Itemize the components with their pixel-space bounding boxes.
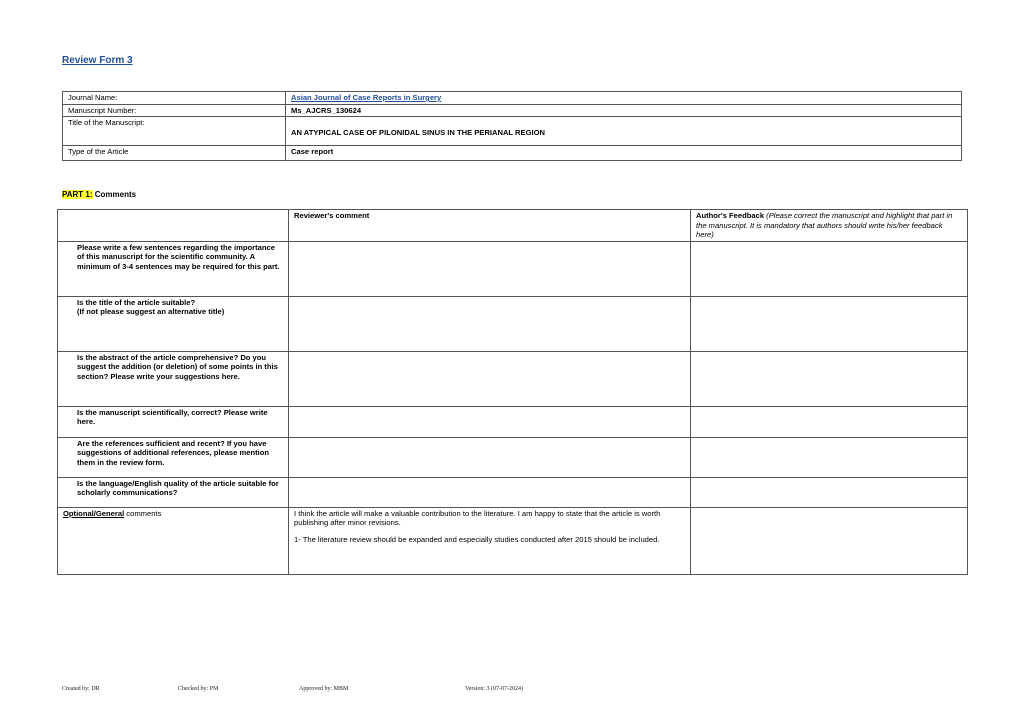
article-type-row bbox=[63, 146, 962, 161]
journal-name-link[interactable]: Asian Journal of Case Reports in Surgery bbox=[286, 92, 962, 105]
question-references: Are the references sufficient and recent? If you have suggestions of additional references, please mention them in the review form. bbox=[58, 437, 289, 477]
header-empty-cell bbox=[58, 210, 289, 242]
journal-name-label: Journal Name: bbox=[63, 92, 286, 105]
question-abstract: Is the abstract of the article comprehensive? Do you suggest the addition (or deletion) of some points in this section? Please write your suggestions here. bbox=[58, 351, 289, 406]
form-title: Review Form 3 bbox=[62, 55, 133, 66]
optional-general-label: Optional/General bbox=[63, 508, 125, 518]
reviewer-comment-header: Reviewer's comment bbox=[289, 210, 691, 242]
question-language: Is the language/English quality of the article suitable for scholarly communications? bbox=[58, 477, 289, 507]
optional-comments-row bbox=[58, 507, 968, 574]
author-feedback-cell[interactable] bbox=[691, 241, 968, 296]
author-feedback-cell[interactable] bbox=[691, 477, 968, 507]
author-feedback-instructions: (Please correct the manuscript and highlight that part in the manuscript. It is mandatory that authors should write his/her feedback here) bbox=[696, 211, 953, 239]
table-row bbox=[58, 437, 968, 477]
manuscript-number-row bbox=[63, 104, 962, 117]
author-feedback-header bbox=[691, 210, 968, 242]
comments-table bbox=[57, 209, 968, 575]
table-row bbox=[58, 477, 968, 507]
table-row bbox=[58, 296, 968, 351]
manuscript-info-table bbox=[62, 91, 962, 161]
manuscript-number-label: Manuscript Number: bbox=[63, 104, 286, 117]
author-feedback-cell[interactable] bbox=[691, 437, 968, 477]
question-scientific: Is the manuscript scientifically, correct? Please write here. bbox=[58, 406, 289, 437]
optional-comments-suffix: comments bbox=[124, 508, 162, 518]
author-feedback-cell[interactable] bbox=[691, 406, 968, 437]
reviewer-comment-cell[interactable] bbox=[289, 406, 691, 437]
optional-reviewer-comment[interactable] bbox=[289, 507, 691, 574]
footer-created-by: Created by: DR bbox=[62, 686, 100, 692]
author-feedback-cell[interactable] bbox=[691, 351, 968, 406]
author-feedback-title: Author's Feedback bbox=[696, 211, 765, 220]
article-type-label: Type of the Article bbox=[63, 146, 286, 161]
optional-comment-paragraph-1: I think the article will make a valuable contribution to the literature. I am happy to state that the article is worth publishing after minor revisions. bbox=[294, 508, 661, 527]
part1-heading bbox=[62, 190, 136, 199]
optional-comments-label bbox=[58, 507, 289, 574]
question-title-suitable: Is the title of the article suitable? (If not please suggest an alternative title) bbox=[58, 296, 289, 351]
journal-name-row bbox=[63, 92, 962, 105]
table-header-row bbox=[58, 210, 968, 242]
table-row bbox=[58, 241, 968, 296]
footer-version: Version: 3 (07-07-2024) bbox=[465, 686, 523, 692]
manuscript-number-value: Ms_AJCRS_130624 bbox=[286, 104, 962, 117]
part1-highlight: PART 1: bbox=[62, 190, 93, 199]
author-feedback-cell[interactable] bbox=[691, 507, 968, 574]
reviewer-comment-cell[interactable] bbox=[289, 296, 691, 351]
author-feedback-cell[interactable] bbox=[691, 296, 968, 351]
manuscript-title-label: Title of the Manuscript: bbox=[63, 117, 286, 146]
footer-checked-by: Checked by: PM bbox=[178, 686, 219, 692]
manuscript-title-row bbox=[63, 117, 962, 146]
question-importance: Please write a few sentences regarding the importance of this manuscript for the scientific community. A minimum of 3-4 sentences may be required for this part. bbox=[58, 241, 289, 296]
reviewer-comment-cell[interactable] bbox=[289, 351, 691, 406]
reviewer-comment-cell[interactable] bbox=[289, 477, 691, 507]
manuscript-title-value: AN ATYPICAL CASE OF PILONIDAL SINUS IN THE PERIANAL REGION bbox=[286, 117, 962, 146]
optional-comment-paragraph-2: 1- The literature review should be expanded and especially studies conducted after 2015 should be included. bbox=[294, 534, 660, 544]
table-row bbox=[58, 406, 968, 437]
reviewer-comment-cell[interactable] bbox=[289, 437, 691, 477]
footer-approved-by: Approved by: MBM bbox=[299, 686, 349, 692]
table-row bbox=[58, 351, 968, 406]
article-type-value: Case report bbox=[286, 146, 962, 161]
part1-label: Comments bbox=[92, 190, 137, 199]
reviewer-comment-cell[interactable] bbox=[289, 241, 691, 296]
